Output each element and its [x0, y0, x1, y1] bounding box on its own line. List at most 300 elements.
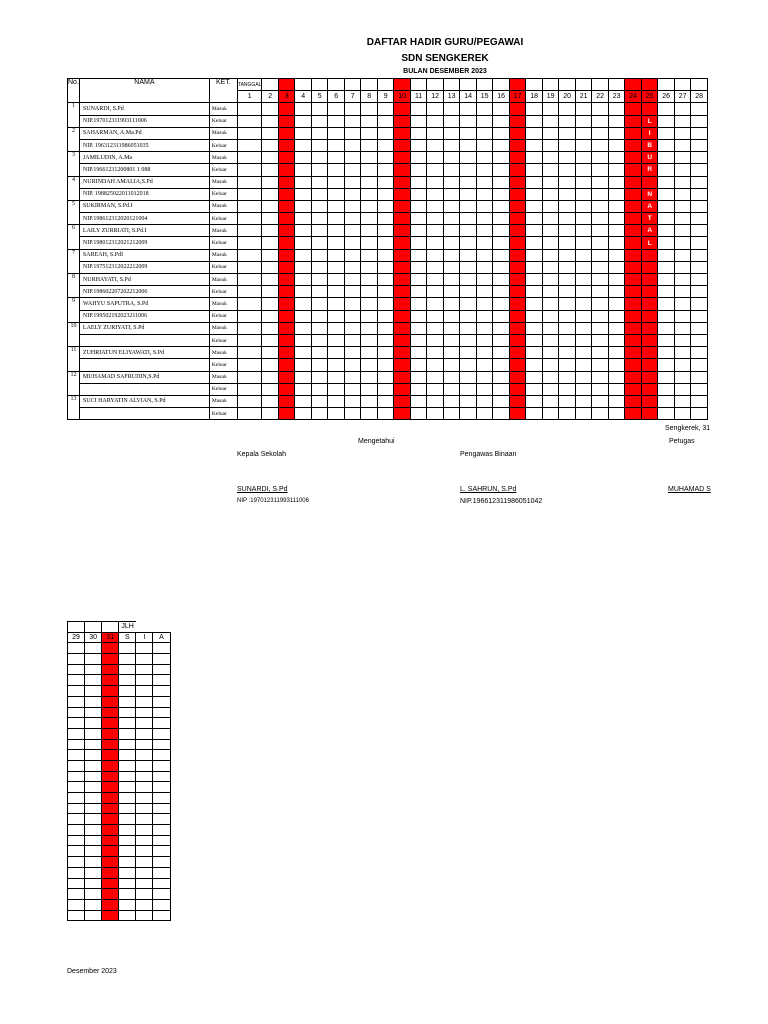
- attendance-cell[interactable]: [542, 213, 559, 225]
- attendance-cell[interactable]: [575, 127, 592, 139]
- attendance-cell[interactable]: [344, 249, 361, 261]
- attendance-cell[interactable]: [295, 164, 312, 176]
- summary-count-cell[interactable]: [153, 750, 170, 761]
- attendance-cell[interactable]: [377, 176, 394, 188]
- attendance-cell[interactable]: [278, 188, 295, 200]
- attendance-cell[interactable]: [328, 359, 345, 371]
- attendance-cell[interactable]: [476, 298, 493, 310]
- attendance-cell[interactable]: [427, 115, 444, 127]
- attendance-cell[interactable]: [278, 152, 295, 164]
- attendance-cell[interactable]: [592, 322, 609, 334]
- summary-count-cell[interactable]: [153, 803, 170, 814]
- attendance-cell[interactable]: [295, 347, 312, 359]
- attendance-cell[interactable]: [443, 237, 460, 249]
- attendance-cell[interactable]: [542, 395, 559, 407]
- attendance-cell[interactable]: [443, 139, 460, 151]
- attendance-cell[interactable]: [394, 139, 411, 151]
- attendance-cell[interactable]: [443, 200, 460, 212]
- attendance-cell[interactable]: [237, 164, 262, 176]
- attendance-cell[interactable]: [237, 383, 262, 395]
- attendance-cell[interactable]: [625, 188, 642, 200]
- attendance-cell[interactable]: [344, 383, 361, 395]
- attendance-cell[interactable]: [691, 237, 708, 249]
- attendance-cell[interactable]: [658, 274, 675, 286]
- attendance-cell[interactable]: [509, 408, 526, 420]
- attendance-cell[interactable]: [328, 103, 345, 115]
- attendance-cell[interactable]: [278, 139, 295, 151]
- attendance-cell[interactable]: [691, 249, 708, 261]
- attendance-cell[interactable]: [328, 188, 345, 200]
- attendance-cell[interactable]: [592, 152, 609, 164]
- attendance-cell[interactable]: [674, 115, 691, 127]
- attendance-cell[interactable]: [542, 261, 559, 273]
- attendance-cell[interactable]: [427, 261, 444, 273]
- attendance-cell[interactable]: [674, 347, 691, 359]
- attendance-cell[interactable]: [608, 152, 625, 164]
- summary-count-cell[interactable]: [136, 675, 153, 686]
- attendance-cell[interactable]: [427, 139, 444, 151]
- attendance-cell[interactable]: [278, 213, 295, 225]
- attendance-cell[interactable]: [592, 103, 609, 115]
- attendance-cell[interactable]: [237, 188, 262, 200]
- attendance-cell[interactable]: [625, 383, 642, 395]
- summary-count-cell[interactable]: [119, 825, 136, 836]
- attendance-cell[interactable]: [377, 188, 394, 200]
- attendance-cell[interactable]: [377, 225, 394, 237]
- attendance-cell[interactable]: [493, 188, 510, 200]
- attendance-cell[interactable]: [493, 359, 510, 371]
- summary-cell[interactable]: [85, 750, 102, 761]
- attendance-cell[interactable]: [559, 225, 576, 237]
- holiday-letter[interactable]: A: [641, 200, 658, 212]
- summary-cell[interactable]: [68, 718, 85, 729]
- attendance-cell[interactable]: [443, 371, 460, 383]
- holiday-letter[interactable]: N: [641, 188, 658, 200]
- attendance-cell[interactable]: [278, 200, 295, 212]
- attendance-cell[interactable]: [608, 249, 625, 261]
- attendance-cell[interactable]: [542, 152, 559, 164]
- summary-count-cell[interactable]: [153, 857, 170, 868]
- attendance-cell[interactable]: [262, 359, 279, 371]
- attendance-cell[interactable]: [641, 322, 658, 334]
- attendance-cell[interactable]: [493, 237, 510, 249]
- attendance-cell[interactable]: [377, 139, 394, 151]
- attendance-cell[interactable]: [509, 103, 526, 115]
- attendance-cell[interactable]: [575, 310, 592, 322]
- attendance-cell[interactable]: [443, 164, 460, 176]
- attendance-cell[interactable]: [691, 310, 708, 322]
- summary-cell[interactable]: [68, 825, 85, 836]
- attendance-cell[interactable]: [559, 176, 576, 188]
- attendance-cell[interactable]: [377, 347, 394, 359]
- attendance-cell[interactable]: [526, 225, 543, 237]
- attendance-cell[interactable]: [559, 164, 576, 176]
- attendance-cell[interactable]: [674, 383, 691, 395]
- attendance-cell[interactable]: [493, 383, 510, 395]
- attendance-cell[interactable]: [361, 103, 378, 115]
- attendance-cell[interactable]: [559, 188, 576, 200]
- attendance-cell[interactable]: [311, 115, 328, 127]
- summary-count-cell[interactable]: [153, 664, 170, 675]
- attendance-cell[interactable]: [476, 164, 493, 176]
- attendance-cell[interactable]: [625, 200, 642, 212]
- attendance-cell[interactable]: [575, 395, 592, 407]
- attendance-cell[interactable]: [344, 103, 361, 115]
- attendance-cell[interactable]: [608, 176, 625, 188]
- summary-count-cell[interactable]: [136, 867, 153, 878]
- attendance-cell[interactable]: [691, 408, 708, 420]
- attendance-cell[interactable]: [575, 213, 592, 225]
- summary-cell[interactable]: [85, 686, 102, 697]
- attendance-cell[interactable]: [377, 261, 394, 273]
- attendance-cell[interactable]: [542, 286, 559, 298]
- attendance-cell[interactable]: [443, 249, 460, 261]
- attendance-cell[interactable]: [443, 298, 460, 310]
- summary-cell[interactable]: [102, 846, 119, 857]
- attendance-cell[interactable]: [493, 274, 510, 286]
- attendance-cell[interactable]: [394, 261, 411, 273]
- attendance-cell[interactable]: [509, 383, 526, 395]
- attendance-cell[interactable]: [361, 286, 378, 298]
- summary-count-cell[interactable]: [136, 910, 153, 921]
- attendance-cell[interactable]: [295, 225, 312, 237]
- attendance-cell[interactable]: [509, 152, 526, 164]
- attendance-cell[interactable]: [658, 395, 675, 407]
- summary-cell[interactable]: [102, 814, 119, 825]
- attendance-cell[interactable]: [658, 286, 675, 298]
- attendance-cell[interactable]: [575, 139, 592, 151]
- attendance-cell[interactable]: [559, 249, 576, 261]
- attendance-cell[interactable]: [509, 237, 526, 249]
- attendance-cell[interactable]: [625, 152, 642, 164]
- attendance-cell[interactable]: [278, 237, 295, 249]
- attendance-cell[interactable]: [361, 408, 378, 420]
- summary-cell[interactable]: [68, 707, 85, 718]
- attendance-cell[interactable]: [427, 188, 444, 200]
- attendance-cell[interactable]: [476, 200, 493, 212]
- attendance-cell[interactable]: [377, 152, 394, 164]
- attendance-cell[interactable]: [460, 188, 477, 200]
- attendance-cell[interactable]: [361, 261, 378, 273]
- attendance-cell[interactable]: [344, 310, 361, 322]
- attendance-cell[interactable]: [328, 237, 345, 249]
- attendance-cell[interactable]: [295, 188, 312, 200]
- attendance-cell[interactable]: [625, 408, 642, 420]
- summary-count-cell[interactable]: [153, 835, 170, 846]
- summary-cell[interactable]: [85, 803, 102, 814]
- attendance-cell[interactable]: [493, 286, 510, 298]
- attendance-cell[interactable]: [608, 261, 625, 273]
- summary-cell[interactable]: [68, 675, 85, 686]
- attendance-cell[interactable]: [641, 274, 658, 286]
- attendance-cell[interactable]: [443, 261, 460, 273]
- attendance-cell[interactable]: [311, 176, 328, 188]
- summary-cell[interactable]: [102, 718, 119, 729]
- summary-cell[interactable]: [85, 760, 102, 771]
- attendance-cell[interactable]: [377, 249, 394, 261]
- summary-cell[interactable]: [68, 760, 85, 771]
- attendance-cell[interactable]: [278, 298, 295, 310]
- attendance-cell[interactable]: [361, 164, 378, 176]
- attendance-cell[interactable]: [394, 164, 411, 176]
- attendance-cell[interactable]: [658, 139, 675, 151]
- attendance-cell[interactable]: [592, 176, 609, 188]
- attendance-cell[interactable]: [394, 103, 411, 115]
- attendance-cell[interactable]: [658, 176, 675, 188]
- attendance-cell[interactable]: [592, 371, 609, 383]
- attendance-cell[interactable]: [328, 298, 345, 310]
- attendance-cell[interactable]: [237, 176, 262, 188]
- summary-cell[interactable]: [68, 803, 85, 814]
- attendance-cell[interactable]: [361, 322, 378, 334]
- summary-count-cell[interactable]: [136, 718, 153, 729]
- attendance-cell[interactable]: [361, 383, 378, 395]
- attendance-cell[interactable]: [443, 103, 460, 115]
- attendance-cell[interactable]: [526, 237, 543, 249]
- attendance-cell[interactable]: [295, 274, 312, 286]
- attendance-cell[interactable]: [377, 395, 394, 407]
- summary-count-cell[interactable]: [119, 878, 136, 889]
- summary-count-cell[interactable]: [153, 899, 170, 910]
- attendance-cell[interactable]: [658, 347, 675, 359]
- attendance-cell[interactable]: [575, 237, 592, 249]
- attendance-cell[interactable]: [361, 310, 378, 322]
- attendance-cell[interactable]: [328, 395, 345, 407]
- attendance-cell[interactable]: [526, 139, 543, 151]
- attendance-cell[interactable]: [427, 359, 444, 371]
- attendance-cell[interactable]: [344, 176, 361, 188]
- attendance-cell[interactable]: [592, 395, 609, 407]
- attendance-cell[interactable]: [658, 213, 675, 225]
- attendance-cell[interactable]: [427, 213, 444, 225]
- summary-count-cell[interactable]: [119, 686, 136, 697]
- attendance-cell[interactable]: [476, 115, 493, 127]
- attendance-cell[interactable]: [592, 286, 609, 298]
- summary-count-cell[interactable]: [153, 718, 170, 729]
- attendance-cell[interactable]: [278, 334, 295, 346]
- attendance-cell[interactable]: [344, 164, 361, 176]
- attendance-cell[interactable]: [493, 322, 510, 334]
- attendance-cell[interactable]: [295, 408, 312, 420]
- attendance-cell[interactable]: [625, 103, 642, 115]
- attendance-cell[interactable]: [361, 213, 378, 225]
- attendance-cell[interactable]: [344, 225, 361, 237]
- attendance-cell[interactable]: [427, 200, 444, 212]
- summary-count-cell[interactable]: [136, 835, 153, 846]
- attendance-cell[interactable]: [394, 127, 411, 139]
- attendance-cell[interactable]: [674, 395, 691, 407]
- attendance-cell[interactable]: [476, 334, 493, 346]
- attendance-cell[interactable]: [625, 261, 642, 273]
- attendance-cell[interactable]: [410, 334, 427, 346]
- attendance-cell[interactable]: [493, 310, 510, 322]
- attendance-cell[interactable]: [625, 322, 642, 334]
- attendance-cell[interactable]: [542, 200, 559, 212]
- attendance-cell[interactable]: [559, 237, 576, 249]
- attendance-cell[interactable]: [262, 139, 279, 151]
- attendance-cell[interactable]: [526, 286, 543, 298]
- attendance-cell[interactable]: [460, 359, 477, 371]
- summary-cell[interactable]: [85, 793, 102, 804]
- attendance-cell[interactable]: [427, 103, 444, 115]
- attendance-cell[interactable]: [361, 237, 378, 249]
- attendance-cell[interactable]: [443, 286, 460, 298]
- attendance-cell[interactable]: [295, 261, 312, 273]
- attendance-cell[interactable]: [328, 225, 345, 237]
- attendance-cell[interactable]: [641, 176, 658, 188]
- summary-count-cell[interactable]: [119, 760, 136, 771]
- attendance-cell[interactable]: [410, 127, 427, 139]
- attendance-cell[interactable]: [311, 274, 328, 286]
- attendance-cell[interactable]: [361, 225, 378, 237]
- attendance-cell[interactable]: [691, 274, 708, 286]
- attendance-cell[interactable]: [262, 322, 279, 334]
- attendance-cell[interactable]: [559, 152, 576, 164]
- attendance-cell[interactable]: [237, 261, 262, 273]
- attendance-cell[interactable]: [493, 127, 510, 139]
- attendance-cell[interactable]: [625, 371, 642, 383]
- summary-cell[interactable]: [102, 899, 119, 910]
- summary-cell[interactable]: [102, 803, 119, 814]
- attendance-cell[interactable]: [377, 213, 394, 225]
- summary-cell[interactable]: [85, 707, 102, 718]
- attendance-cell[interactable]: [592, 383, 609, 395]
- attendance-cell[interactable]: [559, 298, 576, 310]
- attendance-cell[interactable]: [410, 395, 427, 407]
- attendance-cell[interactable]: [658, 188, 675, 200]
- attendance-cell[interactable]: [237, 371, 262, 383]
- attendance-cell[interactable]: [526, 298, 543, 310]
- attendance-cell[interactable]: [674, 298, 691, 310]
- attendance-cell[interactable]: [542, 347, 559, 359]
- attendance-cell[interactable]: [509, 200, 526, 212]
- attendance-cell[interactable]: [394, 115, 411, 127]
- attendance-cell[interactable]: [394, 383, 411, 395]
- attendance-cell[interactable]: [443, 274, 460, 286]
- attendance-cell[interactable]: [526, 408, 543, 420]
- attendance-cell[interactable]: [410, 298, 427, 310]
- attendance-cell[interactable]: [328, 176, 345, 188]
- summary-cell[interactable]: [102, 889, 119, 900]
- summary-count-cell[interactable]: [119, 782, 136, 793]
- summary-count-cell[interactable]: [153, 878, 170, 889]
- attendance-cell[interactable]: [278, 225, 295, 237]
- attendance-cell[interactable]: [658, 359, 675, 371]
- attendance-cell[interactable]: [460, 261, 477, 273]
- attendance-cell[interactable]: [443, 310, 460, 322]
- summary-cell[interactable]: [68, 814, 85, 825]
- attendance-cell[interactable]: [311, 334, 328, 346]
- attendance-cell[interactable]: [361, 127, 378, 139]
- attendance-cell[interactable]: [443, 334, 460, 346]
- attendance-cell[interactable]: [559, 286, 576, 298]
- attendance-cell[interactable]: [526, 334, 543, 346]
- attendance-cell[interactable]: [559, 200, 576, 212]
- attendance-cell[interactable]: [509, 115, 526, 127]
- attendance-cell[interactable]: [361, 249, 378, 261]
- attendance-cell[interactable]: [674, 213, 691, 225]
- summary-count-cell[interactable]: [119, 857, 136, 868]
- attendance-cell[interactable]: [674, 200, 691, 212]
- attendance-cell[interactable]: [559, 371, 576, 383]
- attendance-cell[interactable]: [542, 408, 559, 420]
- attendance-cell[interactable]: [559, 395, 576, 407]
- attendance-cell[interactable]: [344, 395, 361, 407]
- holiday-letter[interactable]: L: [641, 237, 658, 249]
- attendance-cell[interactable]: [311, 310, 328, 322]
- attendance-cell[interactable]: [311, 213, 328, 225]
- attendance-cell[interactable]: [460, 408, 477, 420]
- summary-cell[interactable]: [68, 643, 85, 654]
- attendance-cell[interactable]: [410, 225, 427, 237]
- attendance-cell[interactable]: [608, 139, 625, 151]
- attendance-cell[interactable]: [493, 347, 510, 359]
- attendance-cell[interactable]: [559, 322, 576, 334]
- summary-count-cell[interactable]: [153, 825, 170, 836]
- attendance-cell[interactable]: [592, 274, 609, 286]
- attendance-cell[interactable]: [278, 383, 295, 395]
- attendance-cell[interactable]: [262, 152, 279, 164]
- attendance-cell[interactable]: [575, 103, 592, 115]
- attendance-cell[interactable]: [575, 188, 592, 200]
- summary-cell[interactable]: [102, 867, 119, 878]
- attendance-cell[interactable]: [592, 115, 609, 127]
- attendance-cell[interactable]: [443, 115, 460, 127]
- attendance-cell[interactable]: [542, 371, 559, 383]
- attendance-cell[interactable]: [377, 408, 394, 420]
- attendance-cell[interactable]: [476, 274, 493, 286]
- attendance-cell[interactable]: [262, 213, 279, 225]
- attendance-cell[interactable]: [575, 383, 592, 395]
- attendance-cell[interactable]: [476, 237, 493, 249]
- attendance-cell[interactable]: [278, 274, 295, 286]
- attendance-cell[interactable]: [493, 115, 510, 127]
- attendance-cell[interactable]: [625, 225, 642, 237]
- summary-count-cell[interactable]: [119, 803, 136, 814]
- summary-cell[interactable]: [68, 835, 85, 846]
- attendance-cell[interactable]: [262, 188, 279, 200]
- summary-count-cell[interactable]: [136, 878, 153, 889]
- attendance-cell[interactable]: [427, 408, 444, 420]
- attendance-cell[interactable]: [295, 334, 312, 346]
- attendance-cell[interactable]: [575, 408, 592, 420]
- attendance-cell[interactable]: [509, 395, 526, 407]
- attendance-cell[interactable]: [608, 164, 625, 176]
- attendance-cell[interactable]: [658, 152, 675, 164]
- summary-count-cell[interactable]: [153, 867, 170, 878]
- attendance-cell[interactable]: [460, 383, 477, 395]
- summary-count-cell[interactable]: [136, 846, 153, 857]
- attendance-cell[interactable]: [394, 359, 411, 371]
- attendance-cell[interactable]: [295, 298, 312, 310]
- attendance-cell[interactable]: [559, 115, 576, 127]
- attendance-cell[interactable]: [674, 408, 691, 420]
- attendance-cell[interactable]: [476, 188, 493, 200]
- attendance-cell[interactable]: [509, 371, 526, 383]
- attendance-cell[interactable]: [237, 395, 262, 407]
- attendance-cell[interactable]: [460, 127, 477, 139]
- attendance-cell[interactable]: [509, 188, 526, 200]
- summary-count-cell[interactable]: [136, 760, 153, 771]
- attendance-cell[interactable]: [575, 249, 592, 261]
- attendance-cell[interactable]: [427, 322, 444, 334]
- summary-count-cell[interactable]: [153, 760, 170, 771]
- attendance-cell[interactable]: [526, 103, 543, 115]
- summary-cell[interactable]: [102, 878, 119, 889]
- summary-cell[interactable]: [102, 835, 119, 846]
- attendance-cell[interactable]: [278, 127, 295, 139]
- attendance-cell[interactable]: [575, 225, 592, 237]
